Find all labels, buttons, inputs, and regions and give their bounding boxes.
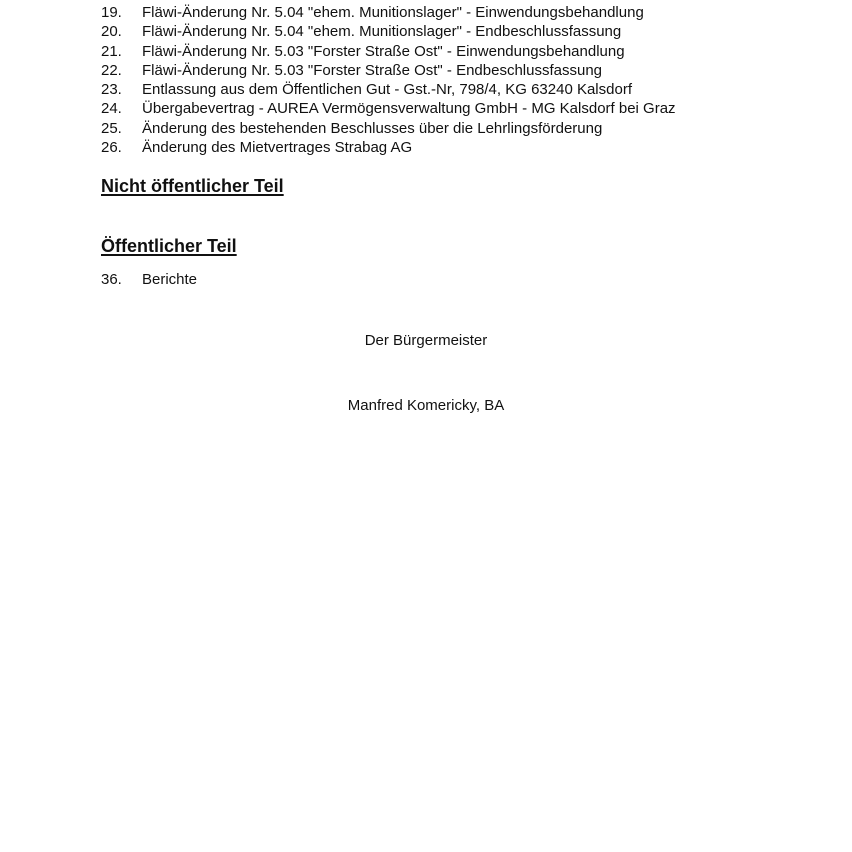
public-agenda-list [101, 270, 197, 289]
agenda-item-text: Fläwi-Änderung Nr. 5.03 "Forster Straße Ost" - Endbeschlussfassung [142, 61, 603, 79]
agenda-item-text: Änderung des bestehenden Beschlusses über die Lehrlingsförderung [142, 119, 603, 137]
agenda-list [101, 3, 801, 157]
agenda-item-text: Übergabevertrag - AUREA Vermögensverwaltung GmbH - MG Kalsdorf bei Graz [142, 100, 676, 118]
agenda-item-number: 36. [101, 271, 122, 288]
agenda-item-text: Fläwi-Änderung Nr. 5.03 "Forster Straße Ost" - Einwendungsbehandlung [142, 42, 625, 60]
agenda-item [101, 138, 801, 157]
agenda-item-text: Entlassung aus dem Öffentlichen Gut - Gst.-Nr, 798/4, KG 63240 Kalsdorf [142, 81, 632, 99]
agenda-item-text: Änderung des Mietvertrages Strabag AG [142, 139, 413, 157]
agenda-item [101, 270, 197, 289]
agenda-item-number: 22. [101, 61, 122, 79]
agenda-item-number: 19. [101, 4, 122, 21]
agenda-item [101, 42, 801, 61]
agenda-item [101, 80, 801, 99]
agenda-item [101, 22, 801, 41]
agenda-item-text: Fläwi-Änderung Nr. 5.04 "ehem. Munitionslager" - Einwendungsbehandlung [142, 4, 644, 21]
agenda-item-number: 26. [101, 139, 122, 157]
agenda-item [101, 61, 801, 80]
signature-name: Manfred Komericky, BA [347, 397, 505, 414]
agenda-item-text: Berichte [142, 271, 198, 288]
agenda-item [101, 3, 801, 22]
agenda-item-number: 21. [101, 42, 122, 60]
agenda-item [101, 119, 801, 138]
agenda-item-text: Fläwi-Änderung Nr. 5.04 "ehem. Munitionslager" - Endbeschlussfassung [142, 23, 622, 41]
agenda-item-number: 24. [101, 100, 122, 118]
signature-title: Der Bürgermeister [364, 332, 488, 349]
agenda-item-number: 25. [101, 119, 122, 137]
section-heading-public: Öffentlicher Teil [101, 236, 237, 256]
agenda-item-number: 23. [101, 81, 122, 99]
agenda-item-number: 20. [101, 23, 122, 41]
agenda-item [101, 99, 801, 118]
section-heading-non-public: Nicht öffentlicher Teil [101, 176, 284, 196]
